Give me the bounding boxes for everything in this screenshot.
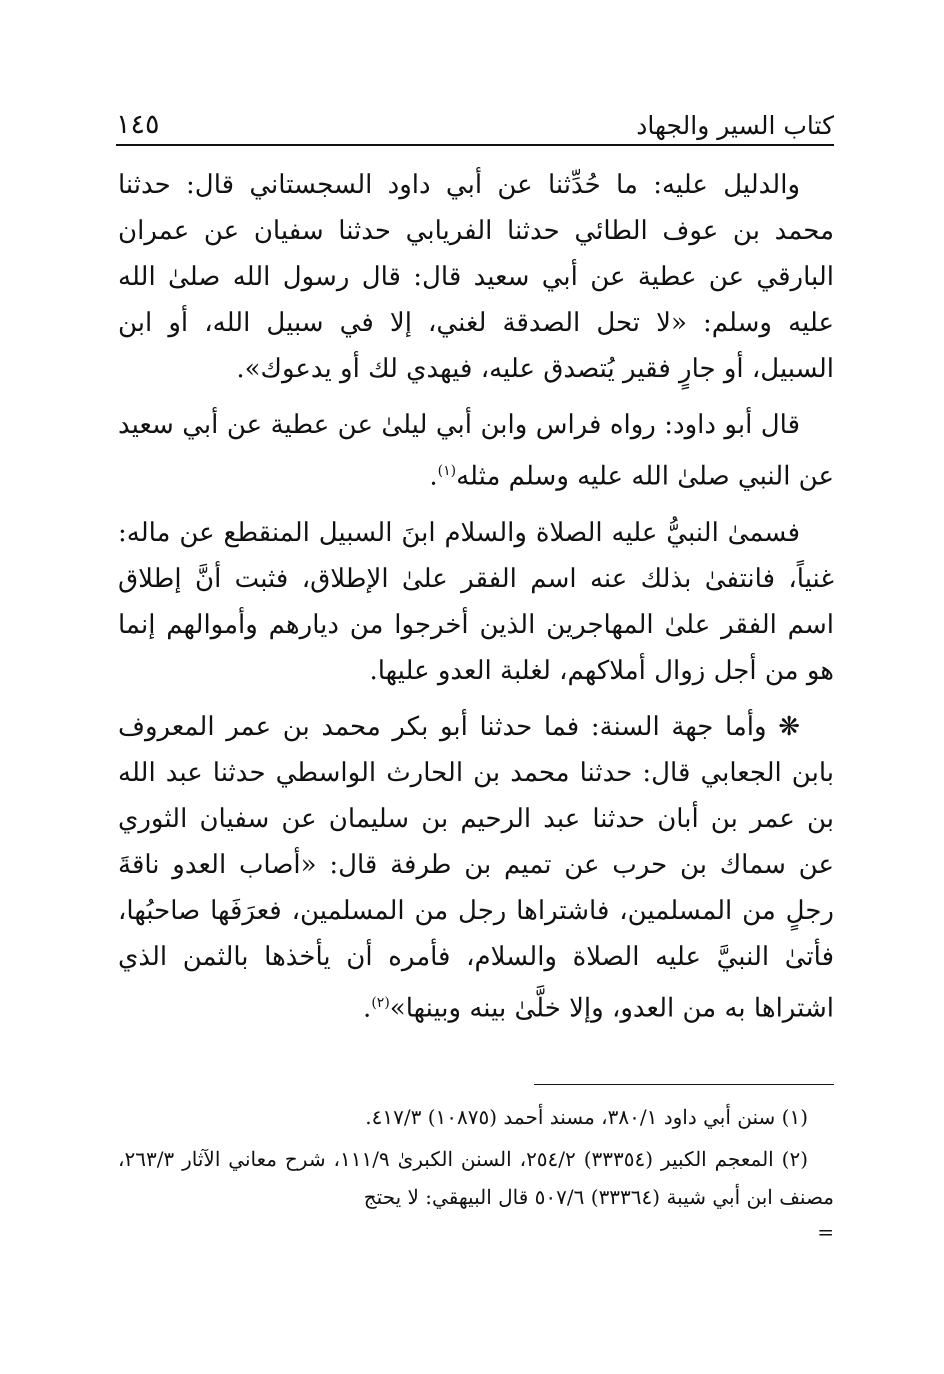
paragraph-2-text: قال أبو داود: رواه فراس وابن أبي ليلىٰ عن عطية عن أبي سعيد عن النبي صلىٰ الله عليه وسلم مثله: [118, 410, 834, 492]
paragraph-4-text: ❋ وأما جهة السنة: فما حدثنا أبو بكر محمد بن عمر المعروف بابن الجعابي قال: حدثنا محمد بن الحارث الواسطي حدثنا عبد الله بن عمر بن أبان حدثنا عبد الرحيم بن سليمان عن سفيان الثوري عن سماك بن حرب عن تميم بن طرفة قال: «أصاب العدو ناقةَ رجلٍ من المسلمين، فاشتراها رجل من المسلمين، فعرَفَها صاحبُها، فأتىٰ النبيَّ عليه الصلاة والسلام، فأمره أن يأخذها بالثمن الذي اشتراها به من العدو، وإلا خلَّىٰ بينه وبينها»: [118, 711, 834, 1024]
main-text: [118, 162, 834, 1041]
continuation-mark: =: [817, 1220, 834, 1244]
footnote-2: (٢) المعجم الكبير (٣٣٣٥٤) ٢٥٤/٢، السنن الكبرىٰ ١١١/٩، شرح معاني الآثار ٢٦٣/٣، مصنف ابن أبي شيبة (٣٣٣٦٤) ٥٠٧/٦ قال البيهقي: لا يحتج: [118, 1147, 834, 1209]
page-header: [116, 92, 834, 146]
footnote-ref-1: (١): [437, 463, 457, 479]
footnote-divider: [534, 1084, 834, 1085]
paragraph-1: والدليل عليه: ما حُدِّثنا عن أبي داود السجستاني قال: حدثنا محمد بن عوف الطائي حدثنا الفريابي حدثنا سفيان عن عمران البارقي عن عطية عن أبي سعيد قال: قال رسول الله صلىٰ الله عليه وسلم: «لا تحل الصدقة لغني، إلا في سبيل الله، أو ابن السبيل، أو جارٍ فقير يُتصدق عليه، فيهدي لك أو يدعوك».: [118, 170, 834, 384]
paragraph-2-end: .: [429, 461, 438, 492]
footnotes-section: [118, 1098, 834, 1244]
page-number: ١٤٥: [116, 109, 160, 140]
running-title: كتاب السير والجهاد: [636, 111, 834, 140]
paragraph-4-end: .: [363, 993, 372, 1024]
footnote-1: (١) سنن أبي داود ٣٨٠/١، مسند أحمد (١٠٨٧٥) ٤١٧/٣.: [365, 1105, 808, 1129]
paragraph-3: فسمىٰ النبيُّ عليه الصلاة والسلام ابنَ السبيل المنقطع عن ماله: غنياً، فانتفىٰ بذلك عنه اسم الفقر علىٰ الإطلاق، فثبت أنَّ إطلاق اسم الفقر علىٰ المهاجرين الذين أخرجوا من ديارهم وأموالهم إنما هو من أجل زوال أملاكهم، لغلبة العدو عليها.: [118, 517, 834, 686]
footnote-ref-2: (٢): [371, 994, 390, 1011]
paragraph-2: [118, 402, 834, 500]
paragraph-4: [118, 704, 834, 1032]
